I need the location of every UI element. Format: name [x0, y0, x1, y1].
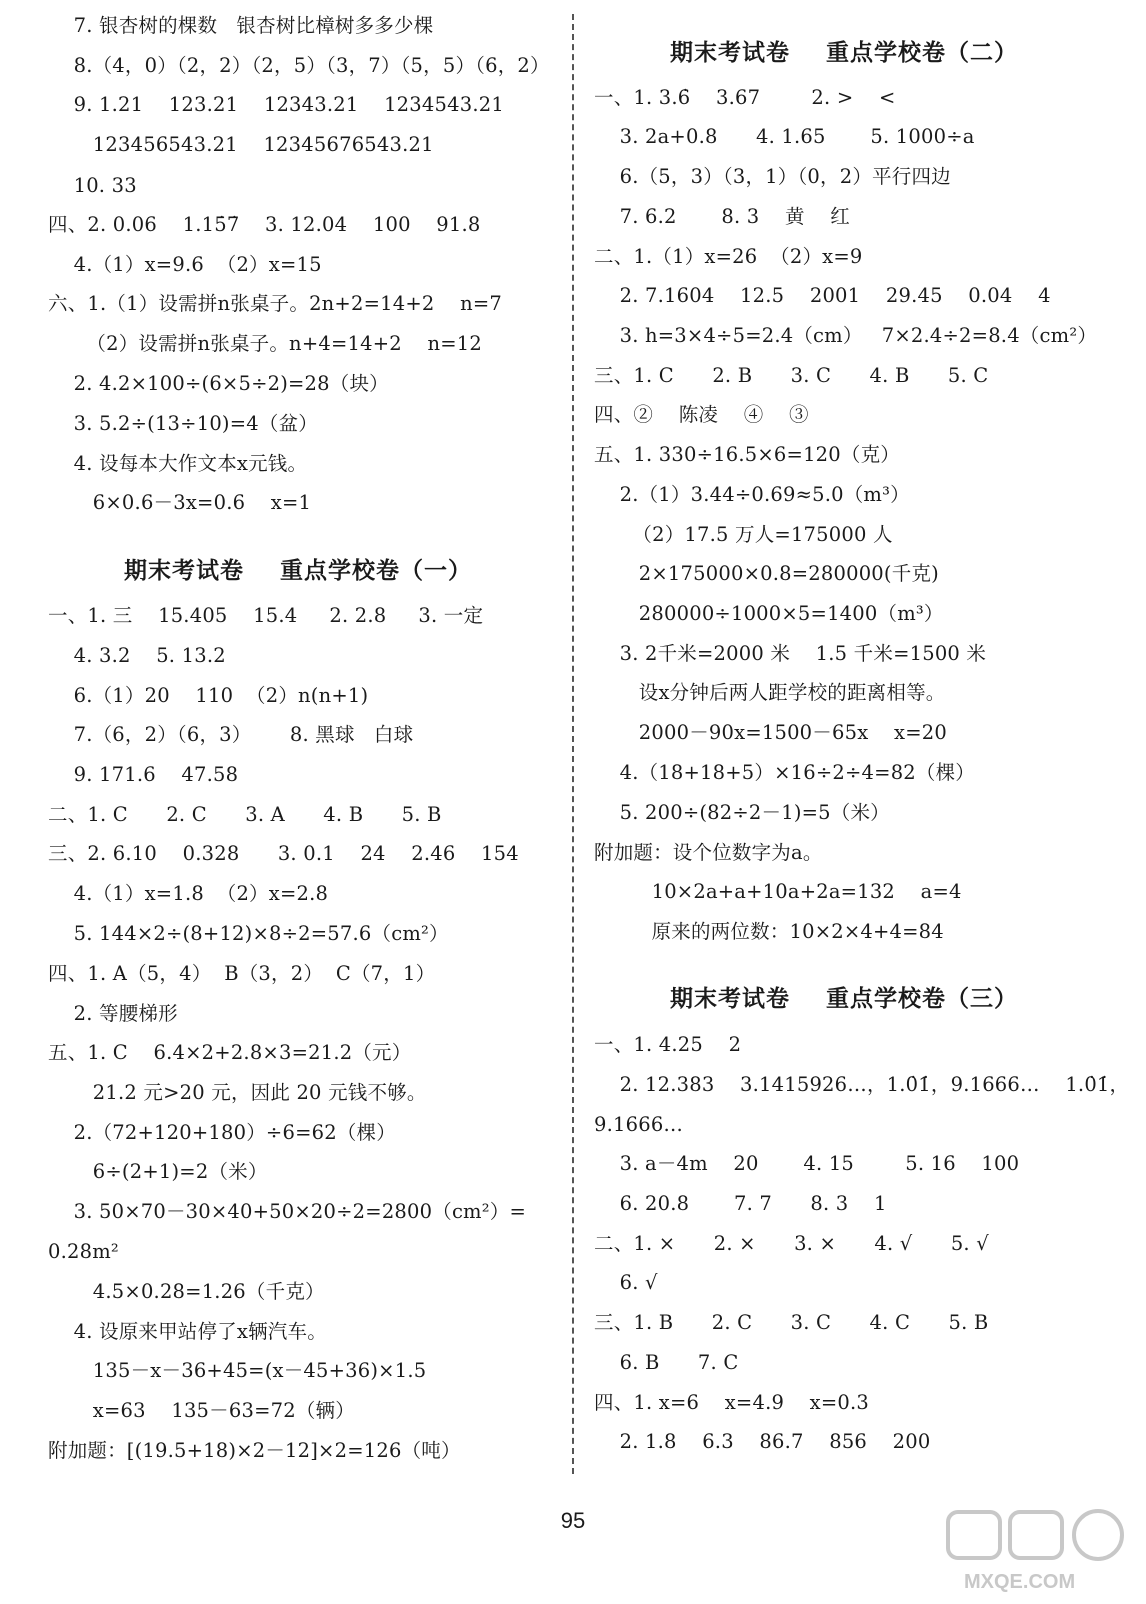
section-heading: 期末考试卷 重点学校卷（三） — [670, 986, 1019, 1012]
answer-line: 6÷(2+1)=2（米） — [48, 1160, 268, 1183]
answer-line: 原来的两位数：10×2×4+4=84 — [594, 920, 944, 943]
answer-line: 6. B 7. C — [594, 1351, 739, 1374]
answer-line: 4.5×0.28=1.26（千克） — [48, 1280, 325, 1303]
answer-line: 10×2a+a+10a+2a=132 a=4 — [594, 880, 962, 903]
answer-line: 3. 2a+0.8 4. 1.65 5. 1000÷a — [594, 125, 975, 148]
section-heading: 期末考试卷 重点学校卷（二） — [670, 40, 1019, 66]
answer-line: 三、2. 6.10 0.328 3. 0.1 24 2.46 154 — [48, 842, 519, 865]
answer-line: 3. 50×70－30×40+50×20÷2=2800（cm²）= — [48, 1200, 527, 1223]
page-number: 95 — [560, 1508, 586, 1533]
answer-line: 4. 3.2 5. 13.2 — [48, 644, 226, 667]
answer-line: 280000÷1000×5=1400（m³） — [594, 602, 944, 625]
answer-line: 五、1. C 6.4×2+2.8×3=21.2（元） — [48, 1041, 412, 1064]
section-heading: 期末考试卷 重点学校卷（一） — [124, 558, 473, 584]
answer-line: 三、1. C 2. B 3. C 4. B 5. C — [594, 364, 989, 387]
answer-line: （2）设需拼n张桌子。n+4=14+2 n=12 — [48, 332, 482, 355]
answer-line: x=63 135－63=72（辆） — [48, 1399, 355, 1422]
answer-line: 一、1. 三 15.405 15.4 2. 2.8 3. 一定 — [48, 604, 484, 627]
answer-line: 6.（1）20 110 （2）n(n+1) — [48, 684, 369, 707]
answer-line: 一、1. 4.25 2 — [594, 1033, 742, 1056]
answer-line: 7. 6.2 8. 3 黄 红 — [594, 205, 850, 228]
answer-line: 5. 200÷(82÷2－1)=5（米） — [594, 801, 890, 824]
answer-line: 6.（5，3）（3，1）（0，2）平行四边 — [594, 165, 951, 188]
answer-line: 二、1.（1）x=26 （2）x=9 — [594, 245, 863, 268]
answer-line: 7. 银杏树的棵数 银杏树比樟树多多少棵 — [48, 14, 434, 37]
answer-line: 4.（1）x=9.6 （2）x=15 — [48, 253, 322, 276]
answer-line: 二、1. × 2. × 3. × 4. √ 5. √ — [594, 1232, 989, 1255]
answer-line: 2. 7.1604 12.5 2001 29.45 0.04 4 — [594, 284, 1051, 307]
answer-line: 3. 2千米=2000 米 1.5 千米=1500 米 — [594, 642, 987, 665]
answer-line: 2. 等腰梯形 — [48, 1002, 178, 1025]
answer-line: 10. 33 — [48, 174, 137, 197]
answer-line: 3. 5.2÷(13÷10)=4（盆） — [48, 412, 318, 435]
svg-text:MXQE.COM: MXQE.COM — [964, 1571, 1076, 1593]
answer-line: 2. 4.2×100÷(6×5÷2)=28（块） — [48, 372, 389, 395]
answer-line: 6×0.6－3x=0.6 x=1 — [48, 491, 312, 514]
answer-line: 4. 设原来甲站停了x辆汽车。 — [48, 1320, 327, 1343]
answer-line: （2）17.5 万人=175000 人 — [594, 523, 893, 546]
answer-line: 一、1. 3.6̇ 3.67 2. > < — [594, 86, 896, 109]
answer-line: 设x分钟后两人距学校的距离相等。 — [594, 681, 946, 704]
answer-line: 2×175000×0.8=280000(千克) — [594, 562, 939, 585]
answer-line: 9.1666… — [594, 1113, 684, 1136]
answer-line: 2.（72+120+180）÷6=62（棵） — [48, 1121, 396, 1144]
answer-line: 9. 1.21 123.21 12343.21 1234543.21 — [48, 93, 504, 116]
answer-line: 四、2. 0.06 1.15̇7̇ 3. 12.04 100 91.8 — [48, 213, 481, 236]
answer-line: 2. 1.8 6.3 86.7 856 200 — [594, 1430, 931, 1453]
answer-line: 9. 171.6 47.58 — [48, 763, 239, 786]
answer-line: 7.（6，2）（6，3） 8. 黑球 白球 — [48, 723, 414, 746]
answer-line: 六、1.（1）设需拼n张桌子。2n+2=14+2 n=7 — [48, 292, 502, 315]
answer-line: 123456543.21 12345676543.21 — [48, 133, 434, 156]
answer-line: 3. a－4m 20 4. 15 5. 16 100 — [594, 1152, 1020, 1175]
answer-line: 二、1. C 2. C 3. A 4. B 5. B — [48, 803, 442, 826]
answer-line: 8.（4，0）（2，2）（2，5）（3，7）（5，5）（6，2） — [48, 54, 550, 77]
answer-line: 6. √ — [594, 1271, 658, 1294]
answer-line: 21.2 元>20 元，因此 20 元钱不够。 — [48, 1081, 427, 1104]
answer-line: 4.（18+18+5）×16÷2÷4=82（棵） — [594, 761, 976, 784]
answer-line: 四、1. A（5，4） B（3，2） C（7，1） — [48, 962, 436, 985]
answer-line: 4. 设每本大作文本x元钱。 — [48, 452, 308, 475]
column-divider — [572, 14, 574, 1474]
answer-line: 三、1. B 2. C 3. C 4. C 5. B — [594, 1311, 989, 1334]
answer-line: 四、1. x=6 x=4.9 x=0.3 — [594, 1391, 870, 1414]
answer-line: 2000－90x=1500－65x x=20 — [594, 721, 947, 744]
answer-line: 4.（1）x=1.8 （2）x=2.8 — [48, 882, 329, 905]
answer-line: 6. 20.8 7. 7 8. 3 1 — [594, 1192, 887, 1215]
answer-line: 五、1. 330÷16.5×6=120（克） — [594, 443, 900, 466]
answer-line: 附加题：设个位数字为a。 — [594, 841, 823, 864]
watermark-logo — [938, 1500, 1138, 1600]
answer-line: 135－x－36+45=(x－45+36)×1.5 — [48, 1359, 427, 1382]
answer-line: 2. 12.383 3.1415926…，1.0̇1̇，9.1666… 1.0̇1̇， — [594, 1073, 1130, 1096]
answer-line: 四、② 陈凌 ④ ③ — [594, 403, 809, 426]
answer-line: 5. 144×2÷(8+12)×8÷2=57.6（cm²） — [48, 922, 449, 945]
answer-line: 2.（1）3.44÷0.69≈5.0（m³） — [594, 483, 910, 506]
answer-line: 3. h=3×4÷5=2.4（cm） 7×2.4÷2=8.4（cm²） — [594, 324, 1098, 347]
answer-line: 0.28m² — [48, 1240, 119, 1263]
watermark-icon — [938, 1500, 1138, 1600]
answer-line: 附加题：[(19.5+18)×2－12]×2=126（吨） — [48, 1439, 461, 1462]
